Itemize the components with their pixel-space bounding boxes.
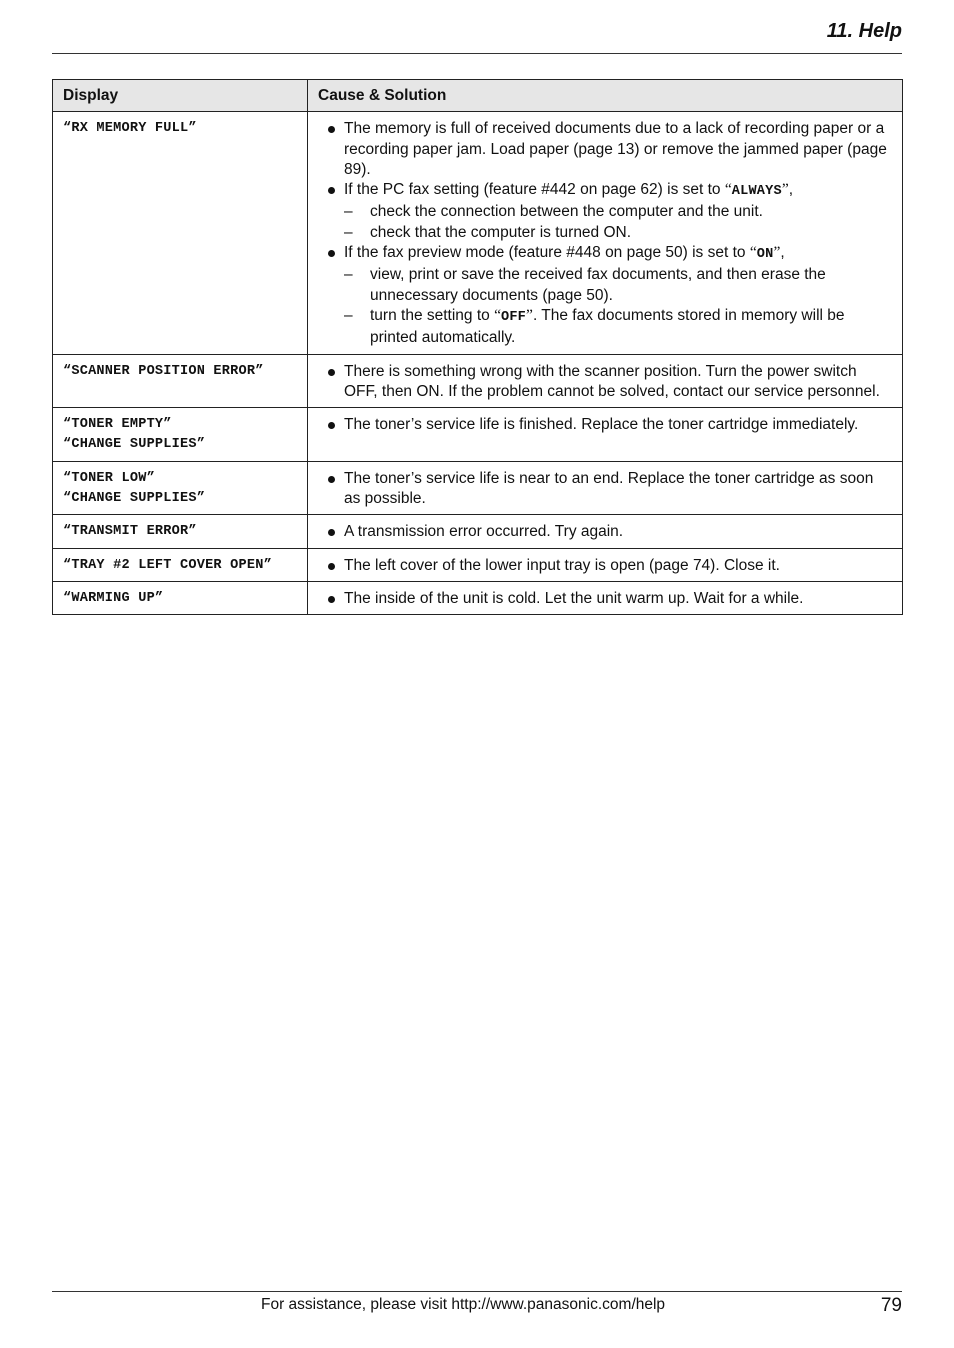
table-row bbox=[53, 408, 903, 462]
page-number: 79 bbox=[880, 1295, 902, 1316]
bullet-dot-icon bbox=[328, 250, 335, 257]
cause-solution-cell bbox=[308, 515, 903, 548]
display-cell bbox=[53, 548, 308, 581]
bullet-item bbox=[318, 415, 892, 435]
footer-divider bbox=[52, 1291, 902, 1292]
item-text-continued: . The fax documents stored in memory will be printed automatically. bbox=[370, 306, 845, 347]
item-text: The toner’s service life is near to an end. Replace the toner cartridge as soon as possible. bbox=[344, 469, 874, 508]
item-text: The left cover of the lower input tray is open (page 74). Close it. bbox=[344, 556, 780, 574]
display-cell bbox=[53, 515, 308, 548]
bullet-dot-icon bbox=[328, 596, 335, 603]
cause-solution-cell bbox=[308, 461, 903, 515]
display-message: “CHANGE SUPPLIES” bbox=[63, 437, 206, 453]
item-text: If the fax preview mode (feature #448 on page 50) is set to bbox=[344, 244, 750, 262]
section-title: 11. Help bbox=[826, 20, 902, 42]
item-text: There is something wrong with the scanner position. Turn the power switch OFF, then ON. If the problem cannot be solved, contact our service personnel. bbox=[344, 362, 880, 400]
display-cell bbox=[53, 408, 308, 462]
bullet-dot-icon bbox=[328, 563, 335, 570]
cause-solution-cell bbox=[308, 548, 903, 581]
table-body bbox=[53, 112, 903, 615]
display-cell bbox=[53, 581, 308, 614]
item-text: The inside of the unit is cold. Let the unit warm up. Wait for a while. bbox=[344, 589, 804, 607]
sub-item bbox=[318, 202, 892, 222]
bullet-item bbox=[318, 469, 892, 510]
display-message: “SCANNER POSITION ERROR” bbox=[63, 363, 264, 379]
item-text: The memory is full of received documents due to a lack of recording paper or a recording paper jam. Load paper (page 13) or remove the jammed paper (page 89). bbox=[344, 120, 887, 178]
cause-solution-cell bbox=[308, 581, 903, 614]
item-text-continued: , bbox=[788, 181, 794, 199]
display-message: “TRAY #2 LEFT COVER OPEN” bbox=[63, 557, 272, 573]
table-row bbox=[53, 581, 903, 614]
bullet-item bbox=[318, 589, 892, 609]
column-header-display: Display bbox=[53, 80, 308, 112]
bullet-item bbox=[318, 522, 892, 542]
cause-solution-cell bbox=[308, 354, 903, 408]
display-cell bbox=[53, 461, 308, 515]
bullet-dot-icon bbox=[328, 422, 335, 429]
display-message: “CHANGE SUPPLIES” bbox=[63, 491, 206, 507]
display-cell bbox=[53, 354, 308, 408]
item-text: The toner’s service life is finished. Replace the toner cartridge immediately. bbox=[344, 416, 859, 434]
dash-icon: – bbox=[344, 306, 353, 324]
table-row bbox=[53, 112, 903, 354]
sub-item bbox=[318, 265, 892, 306]
bullet-item bbox=[318, 362, 892, 403]
table-row bbox=[53, 515, 903, 548]
item-text: view, print or save the received fax documents, and then erase the unnecessary documents (page 50). bbox=[370, 266, 826, 304]
display-message: “TONER LOW” bbox=[63, 470, 155, 486]
table-row bbox=[53, 548, 903, 581]
item-text: check that the computer is turned ON. bbox=[370, 223, 632, 241]
display-cell bbox=[53, 112, 308, 354]
help-table bbox=[52, 79, 903, 615]
bullet-dot-icon bbox=[328, 529, 335, 536]
column-header-cause-solution: Cause & Solution bbox=[308, 80, 903, 112]
bullet-dot-icon bbox=[328, 476, 335, 483]
display-message: “RX MEMORY FULL” bbox=[63, 121, 197, 137]
dash-icon: – bbox=[344, 223, 353, 241]
table-row bbox=[53, 354, 903, 408]
bullet-item: If the PC fax setting (feature #442 on page 62) is set to “ALWAYS”, bbox=[318, 180, 892, 202]
setting-value: ALWAYS bbox=[731, 184, 782, 200]
display-message: “TONER EMPTY” bbox=[63, 417, 172, 433]
setting-value: ON bbox=[756, 247, 774, 263]
bullet-dot-icon bbox=[328, 126, 335, 133]
item-text-continued: , bbox=[780, 244, 785, 262]
dash-icon: – bbox=[344, 203, 353, 221]
sub-item: – turn the setting to “OFF”. The fax documents stored in memory will be printed automatically. bbox=[344, 306, 845, 347]
table-header-row bbox=[53, 80, 903, 112]
bullet-item bbox=[318, 119, 892, 180]
item-text: check the connection between the computer and the unit. bbox=[370, 203, 763, 221]
header-divider bbox=[52, 53, 902, 54]
dash-icon: – bbox=[344, 266, 353, 284]
display-message: “TRANSMIT ERROR” bbox=[63, 524, 197, 540]
bullet-dot-icon bbox=[328, 369, 335, 376]
display-message: “WARMING UP” bbox=[63, 590, 164, 606]
table-row bbox=[53, 461, 903, 515]
item-text: If the PC fax setting (feature #442 on page 62) is set to bbox=[344, 181, 725, 199]
setting-value: OFF bbox=[500, 309, 527, 325]
footer-help-text: For assistance, please visit http://www.panasonic.com/help bbox=[261, 1296, 666, 1313]
cause-solution-cell bbox=[308, 112, 903, 354]
bullet-item bbox=[318, 556, 892, 576]
item-text: turn the setting to bbox=[370, 306, 495, 324]
bullet-dot-icon bbox=[328, 187, 335, 194]
item-text: A transmission error occurred. Try again. bbox=[344, 523, 624, 541]
bullet-item: If the fax preview mode (feature #448 on page 50) is set to “ON”, bbox=[318, 243, 892, 265]
cause-solution-cell bbox=[308, 408, 903, 462]
sub-item bbox=[318, 223, 892, 243]
